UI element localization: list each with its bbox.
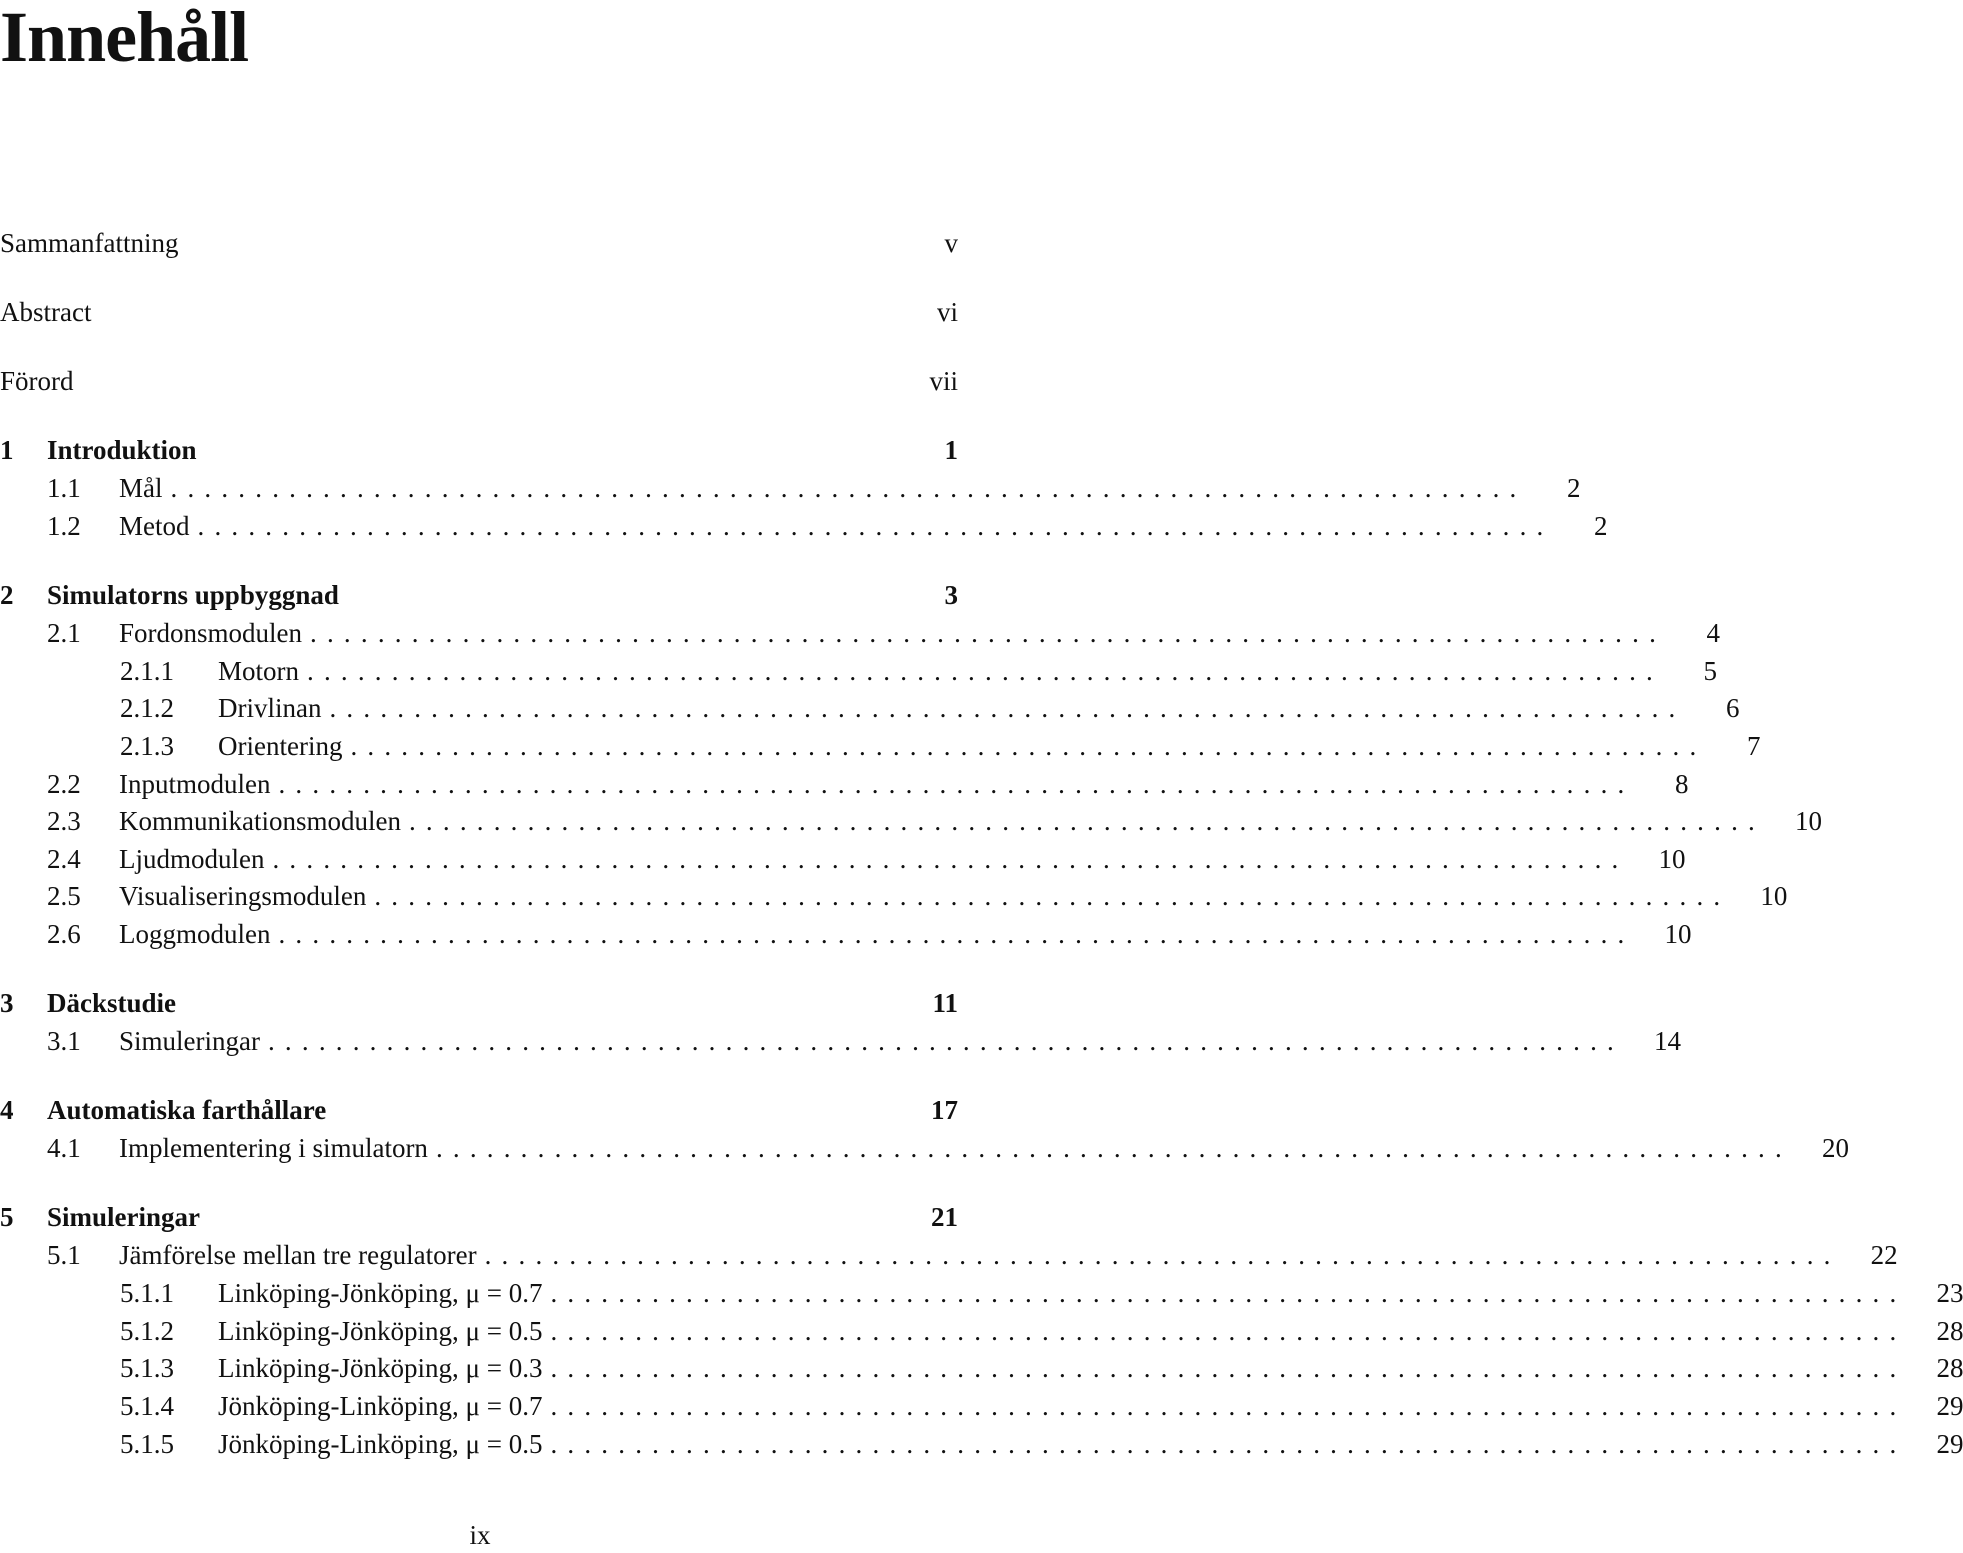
toc-dot-leader: ................................................................................	[329, 693, 1686, 723]
toc-entry-page: 22	[1870, 1240, 1898, 1270]
toc-dot-leader: ................................................................................	[267, 1026, 1624, 1056]
toc-entry-page: 7	[1746, 731, 1761, 761]
toc-entry-number: 2	[0, 580, 14, 610]
toc-entry-page: 28	[1936, 1353, 1963, 1383]
toc-entry-title: Loggmodulen	[119, 919, 271, 949]
toc-entry-title: Motorn	[218, 656, 299, 686]
toc-entry-number: 2.2	[47, 769, 81, 799]
toc-entry-chapter[interactable]	[0, 984, 958, 1022]
toc-dot-leader: ................................................................................	[435, 1133, 1792, 1163]
toc-entry-section[interactable]	[0, 1129, 1849, 1167]
toc-entry-page: 23	[1936, 1278, 1963, 1308]
toc-entry-page: 11	[932, 988, 958, 1018]
toc-entry-number: 2.4	[47, 844, 81, 874]
toc-entry-page: 2	[1594, 511, 1608, 541]
toc-entry-title: Jönköping-Linköping, μ = 0.7	[218, 1391, 543, 1421]
toc-entry-unnumbered[interactable]	[0, 293, 958, 331]
toc-dot-leader: ................................................................................	[197, 511, 1554, 541]
toc-entry-chapter[interactable]	[0, 431, 958, 469]
toc-entry-title: Däckstudie	[47, 988, 177, 1018]
toc-entry-number: 2.1	[47, 618, 81, 648]
toc-entry-page: 29	[1936, 1429, 1963, 1459]
toc-entry-number: 5.1.1	[120, 1278, 174, 1308]
toc-entry-title: Jämförelse mellan tre regulatorer	[119, 1240, 477, 1270]
toc-entry-subsection[interactable]	[0, 689, 1740, 727]
toc-entry-subsection[interactable]	[0, 652, 1717, 690]
toc-entry-subsection[interactable]	[0, 1312, 1963, 1350]
toc-entry-page: 4	[1706, 618, 1721, 648]
toc-entry-title: Kommunikationsmodulen	[119, 806, 401, 836]
toc-entry-page: 5	[1703, 656, 1717, 686]
toc-dot-leader: ................................................................................	[550, 1391, 1907, 1421]
toc-dot-leader: ................................................................................	[550, 1316, 1907, 1346]
toc-entry-page: 3	[944, 580, 958, 610]
toc-entry-number: 2.1.3	[120, 731, 174, 761]
toc-dot-leader: ................................................................................	[408, 806, 1765, 836]
toc-entry-section[interactable]	[0, 765, 1689, 803]
toc-dot-leader: ................................................................................	[550, 1429, 1907, 1459]
toc-entry-number: 2.1.1	[120, 656, 174, 686]
toc-entry-title: Simuleringar	[119, 1026, 260, 1056]
toc-entry-number: 4.1	[47, 1133, 81, 1163]
toc-entry-section[interactable]	[0, 840, 1686, 878]
toc-dot-leader: ................................................................................	[350, 731, 1707, 761]
toc-entry-unnumbered[interactable]	[0, 362, 958, 400]
toc-dot-leader: ................................................................................	[170, 473, 1527, 503]
toc-entry-number: 5	[0, 1202, 14, 1232]
toc-entry-page: 28	[1936, 1316, 1963, 1346]
toc-dot-leader: ................................................................................	[550, 1278, 1907, 1308]
toc-entry-number: 2.1.2	[120, 693, 174, 723]
toc-entry-page: 29	[1936, 1391, 1963, 1421]
toc-entry-title: Drivlinan	[218, 693, 322, 723]
toc-entry-page: 6	[1725, 693, 1740, 723]
toc-dot-leader: ................................................................................	[278, 769, 1635, 799]
toc-entry-page: vii	[929, 366, 958, 396]
toc-entry-title: Abstract	[0, 297, 92, 327]
toc-entry-title: Metod	[119, 511, 190, 541]
toc-dot-leader: ................................................................................	[278, 919, 1635, 949]
toc-entry-subsection[interactable]	[0, 727, 1761, 765]
toc-entry-title: Ljudmodulen	[119, 844, 265, 874]
toc-entry-subsection[interactable]	[0, 1387, 1963, 1425]
page-number: ix	[469, 1520, 491, 1550]
toc-dot-leader: ................................................................................	[272, 844, 1629, 874]
toc-entry-section[interactable]	[0, 614, 1721, 652]
toc-entry-section[interactable]	[0, 469, 1581, 507]
toc-entry-chapter[interactable]	[0, 1091, 958, 1129]
toc-entry-page: 2	[1567, 473, 1581, 503]
toc-entry-page: 10	[1760, 881, 1788, 911]
page-title: Innehåll	[0, 0, 249, 77]
toc-entry-number: 5.1	[47, 1240, 81, 1270]
toc-entry-section[interactable]	[0, 877, 1788, 915]
toc-entry-title: Förord	[0, 366, 74, 396]
toc-entry-title: Linköping-Jönköping, μ = 0.7	[218, 1278, 543, 1308]
toc-entry-title: Orientering	[218, 731, 343, 761]
toc-entry-number: 5.1.4	[120, 1391, 174, 1421]
toc-entry-subsection[interactable]	[0, 1425, 1963, 1463]
toc-entry-title: Fordonsmodulen	[119, 618, 303, 648]
toc-entry-title: Sammanfattning	[0, 228, 179, 258]
toc-entry-section[interactable]	[0, 915, 1692, 953]
toc-entry-page: 10	[1794, 806, 1822, 836]
toc-entry-title: Introduktion	[47, 435, 197, 465]
toc-entry-title: Visualiseringsmodulen	[119, 881, 367, 911]
toc-entry-number: 1.1	[47, 473, 81, 503]
toc-entry-chapter[interactable]	[0, 1198, 958, 1236]
toc-entry-number: 5.1.5	[120, 1429, 174, 1459]
toc-dot-leader: ................................................................................	[484, 1240, 1841, 1270]
toc-entry-page: 17	[931, 1095, 958, 1125]
toc-entry-section[interactable]	[0, 1022, 1681, 1060]
toc-entry-page: 20	[1821, 1133, 1849, 1163]
toc-entry-number: 2.6	[47, 919, 81, 949]
toc-entry-page: 10	[1664, 919, 1692, 949]
toc-entry-number: 2.5	[47, 881, 81, 911]
toc-entry-page: 14	[1653, 1026, 1681, 1056]
toc-entry-section[interactable]	[0, 802, 1822, 840]
toc-entry-page: 21	[931, 1202, 958, 1232]
toc-entry-page: 1	[944, 435, 958, 465]
toc-entry-unnumbered[interactable]	[0, 224, 958, 262]
toc-dot-leader: ................................................................................	[550, 1353, 1907, 1383]
toc-entry-title: Linköping-Jönköping, μ = 0.5	[218, 1316, 543, 1346]
toc-entry-number: 4	[0, 1095, 14, 1125]
toc-entry-number: 3.1	[47, 1026, 81, 1056]
toc-entry-number: 2.3	[47, 806, 81, 836]
toc-entry-chapter[interactable]	[0, 576, 958, 614]
toc-entry-title: Simuleringar	[47, 1202, 200, 1232]
toc-entry-title: Implementering i simulatorn	[119, 1133, 428, 1163]
toc-entry-title: Inputmodulen	[119, 769, 271, 799]
toc-dot-leader: ................................................................................	[310, 618, 1667, 648]
toc-dot-leader: ................................................................................	[374, 881, 1731, 911]
toc-entry-section[interactable]	[0, 1236, 1898, 1274]
toc-entry-number: 5.1.3	[120, 1353, 174, 1383]
toc-entry-subsection[interactable]	[0, 1349, 1963, 1387]
toc-entry-title: Jönköping-Linköping, μ = 0.5	[218, 1429, 543, 1459]
toc-entry-number: 3	[0, 988, 14, 1018]
toc-entry-section[interactable]	[0, 507, 1608, 545]
toc-entry-page: v	[944, 228, 958, 258]
toc-dot-leader: ................................................................................	[307, 656, 1663, 686]
toc-entry-page: 10	[1658, 844, 1686, 874]
toc-entry-subsection[interactable]	[0, 1274, 1963, 1312]
toc-entry-number: 1	[0, 435, 14, 465]
toc-entry-title: Automatiska farthållare	[47, 1095, 327, 1125]
toc-entry-page: 8	[1674, 769, 1689, 799]
toc-entry-title: Mål	[119, 473, 163, 503]
toc-entry-title: Simulatorns uppbyggnad	[47, 580, 339, 610]
toc-entry-number: 1.2	[47, 511, 81, 541]
toc-entry-title: Linköping-Jönköping, μ = 0.3	[218, 1353, 543, 1383]
toc-entry-number: 5.1.2	[120, 1316, 174, 1346]
toc-entry-page: vi	[936, 297, 958, 327]
